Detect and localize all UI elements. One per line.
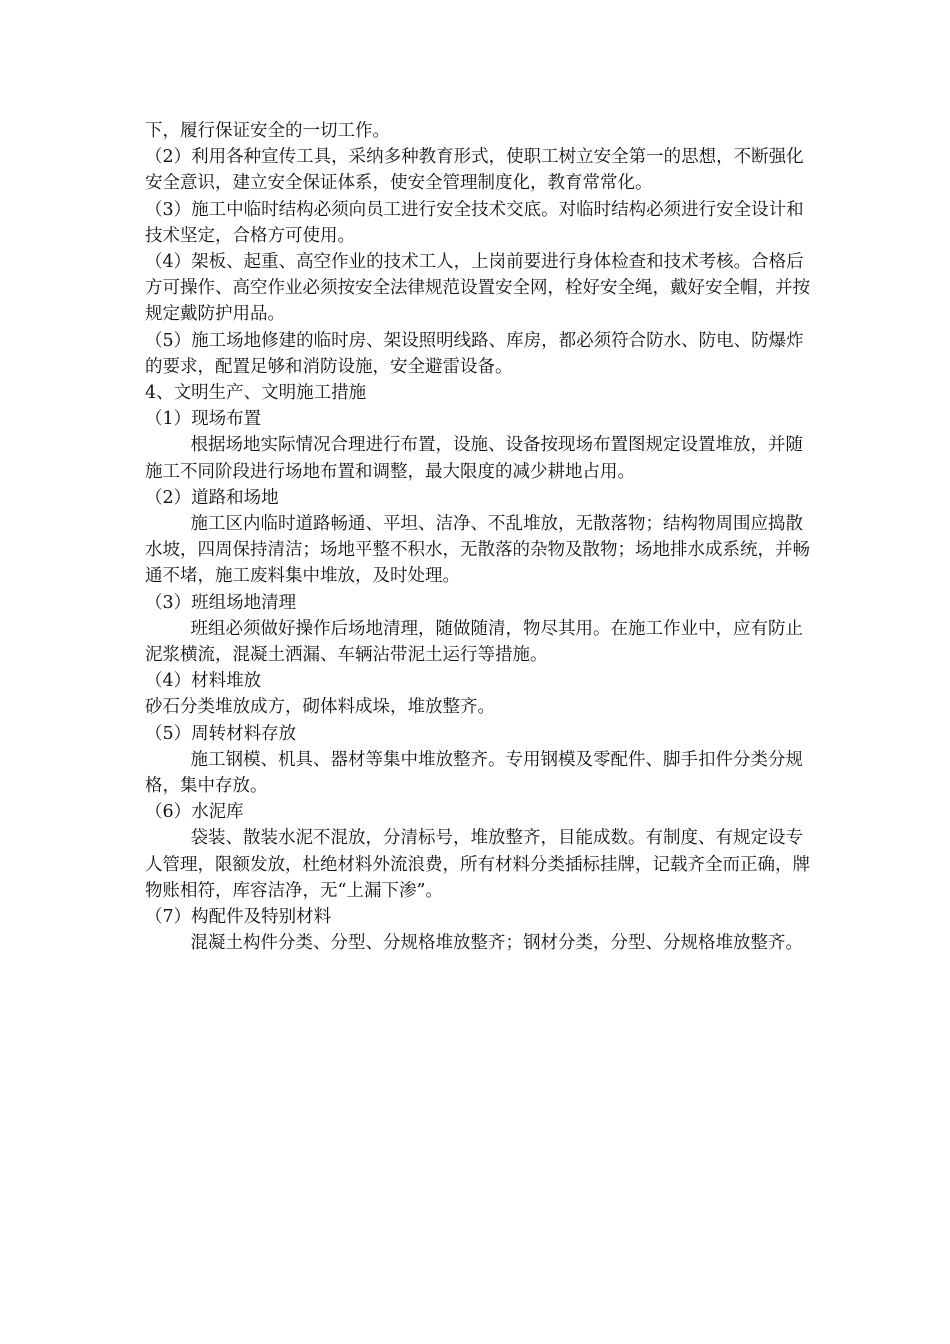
paragraph-item-4: （4）架板、起重、高空作业的技术工人，上岗前要进行身体检查和技术考核。合格后方可操作、高空作业必须按安全法律规范设置安全网，栓好安全绳，戴好安全帽，并按规定戴防护用品。 [145,252,810,325]
paragraph-turnover: 施工钢模、机具、器材等集中堆放整齐。专用钢模及零配件、脚手扣件分类分规格，集中存放。 [145,749,803,797]
subheading-materials: （4）材料堆放 [145,671,262,692]
paragraph-item-5: （5）施工场地修建的临时房、架设照明线路、库房，都必须符合防水、防电、防爆炸的要求，配置足够和消防设施，安全避雷设备。 [145,330,804,377]
subheading-roads: （2）道路和场地 [145,487,279,508]
paragraph-cleanup: 班组必须做好操作后场地清理，随做随清，物尽其用。在施工作业中，应有防止泥浆横流，混凝土洒漏、车辆沾带泥土运行等措施。 [145,618,803,666]
paragraph-materials: 砂石分类堆放成方，砌体料成垛，堆放整齐。 [145,697,495,718]
paragraph-roads: 施工区内临时道路畅通、平坦、洁净、不乱堆放，无散落物；结构物周围应捣散水坡，四周保持清洁；场地平整不积水，无散落的杂物及散物；场地排水成系统，并畅通不堵，施工废料集中堆放，及时处理。 [145,514,810,587]
paragraph-item-3: （3）施工中临时结构必须向员工进行安全技术交底。对临时结构必须进行安全设计和技术坚定，合格方可使用。 [145,199,804,246]
subheading-turnover: （5）周转材料存放 [145,723,297,744]
section-heading: 4、文明生产、文明施工措施 [145,383,367,404]
document-page [145,118,810,957]
subheading-cement: （6）水泥库 [145,802,244,823]
paragraph-item-2: （2）利用各种宣传工具，采纳多种教育形式，使职工树立安全第一的思想，不断强化安全意识，建立安全保证体系，使安全管理制度化，教育常常化。 [145,147,804,194]
subheading-cleanup: （3）班组场地清理 [145,592,297,613]
paragraph-continuation: 下，履行保证安全的一切工作。 [145,121,390,141]
paragraph-components: 混凝土构件分类、分型、分规格堆放整齐；钢材分类，分型、分规格堆放整齐。 [190,933,803,954]
subheading-components: （7）构配件及特别材料 [145,907,332,928]
paragraph-cement: 袋装、散装水泥不混放，分清标号，堆放整齐，目能成数。有制度、有规定设专人管理，限额发放，杜绝材料外流浪费，所有材料分类插标挂牌，记载齐全而正确，牌物账相符，库容洁净，无“上漏下渗”。 [145,828,810,901]
paragraph-site-layout: 根据场地实际情况合理进行布置，设施、设备按现场布置图规定设置堆放，并随施工不同阶段进行场地布置和调整，最大限度的减少耕地占用。 [145,435,803,482]
subheading-site-layout: （1）现场布置 [145,409,262,430]
